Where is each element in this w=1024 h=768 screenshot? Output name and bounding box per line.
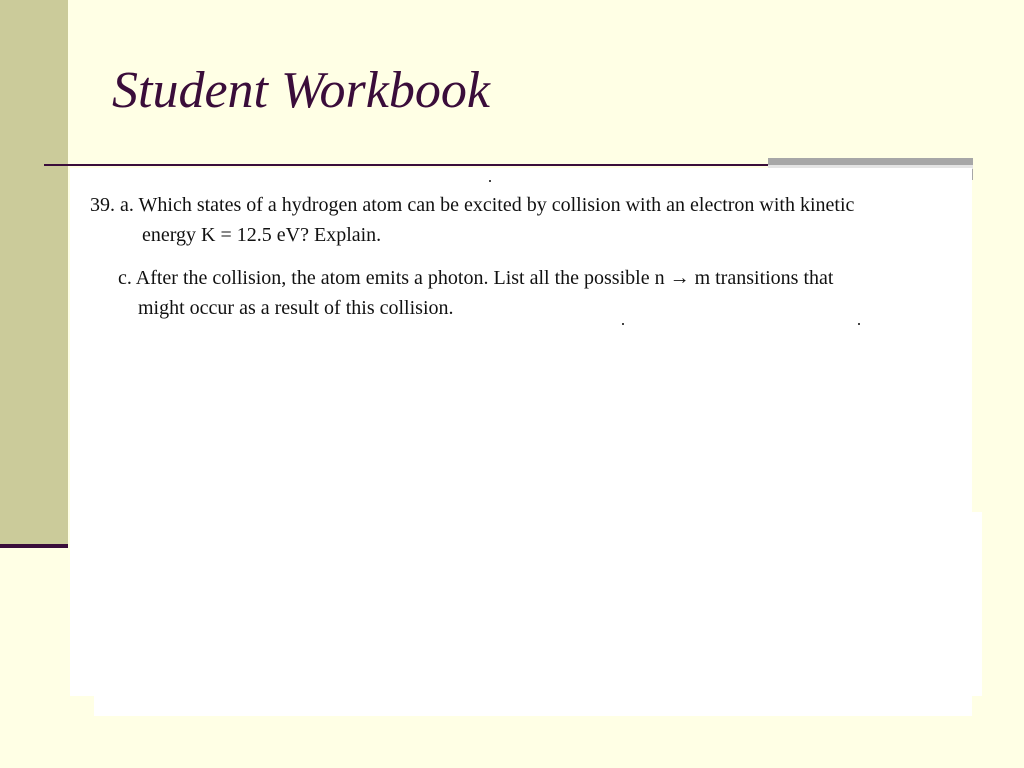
- problem-part-c-line-2: might occur as a result of this collision.: [138, 297, 454, 319]
- scan-speck: [489, 180, 491, 182]
- title-divider: [44, 164, 774, 166]
- scanned-blank-area: [70, 512, 982, 696]
- side-band-underline: [0, 544, 68, 548]
- problem-part-a-line-1: 39. a. Which states of a hydrogen atom can be excited by collision with an electron with kinetic: [90, 194, 855, 216]
- scan-speck: [858, 323, 860, 325]
- side-band: [0, 0, 68, 548]
- problem-part-a-line-2: energy K = 12.5 eV? Explain.: [142, 224, 382, 246]
- scan-speck: [622, 323, 624, 325]
- scanned-blank-area-bottom: [94, 690, 972, 716]
- problem-part-c-line-1: c. After the collision, the atom emits a photon. List all the possible n → m transitions that: [118, 267, 834, 289]
- slide-title: Student Workbook: [112, 62, 490, 119]
